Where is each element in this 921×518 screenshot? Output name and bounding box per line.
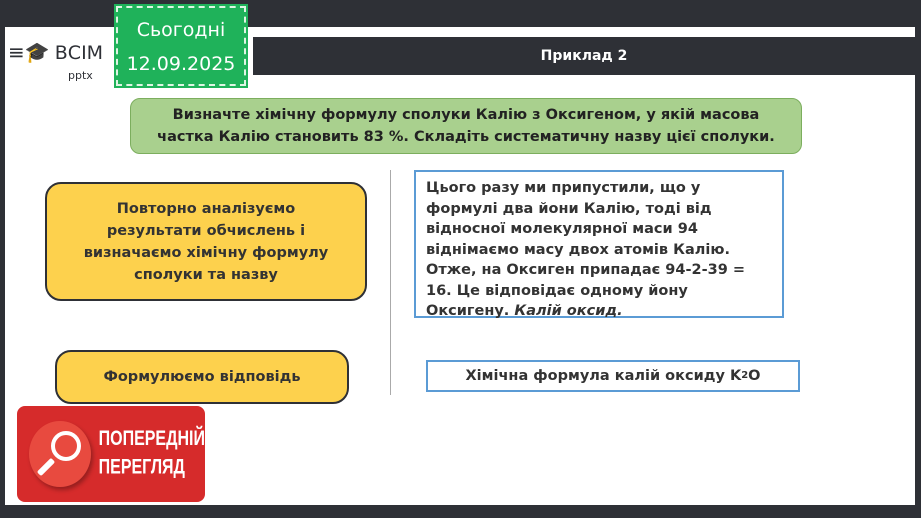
graduation-cap-icon: ≡🎓 [8,40,50,64]
preview-button[interactable]: ПОПЕРЕДНІЙ ПЕРЕГЛЯД [17,406,205,502]
analysis-step-box: Повторно аналізуємо результати обчислень і визначаємо хімічну формулу сполуки та назву [45,182,367,301]
divider [390,170,391,395]
date-badge: Сьогодні 12.09.2025 [116,6,246,86]
slide-title: Приклад 2 [253,37,915,75]
explanation-box: Цього разу ми припустили, що у формулі два йони Калію, тоді від відносної молекулярної маси 94 віднімаємо масу двох атомів Калію. Отже, на Оксиген припадає 94-2-39 = 16. Це відповідає одному йону Оксигену. Калій оксид. [414,170,784,318]
task-box: Визначте хімічну формулу сполуки Калію з Оксигеном, у якій масова частка Калію становить 83 %. Складіть систематичну назву цієї сполуки. [130,98,802,154]
magnifier-icon [29,421,91,487]
answer-step-box: Формулюємо відповідь [55,350,349,404]
logo: ≡🎓 ВСІМ pptx [8,40,104,82]
formula-box: Хімічна формула калій оксиду K 2 O [426,360,800,392]
